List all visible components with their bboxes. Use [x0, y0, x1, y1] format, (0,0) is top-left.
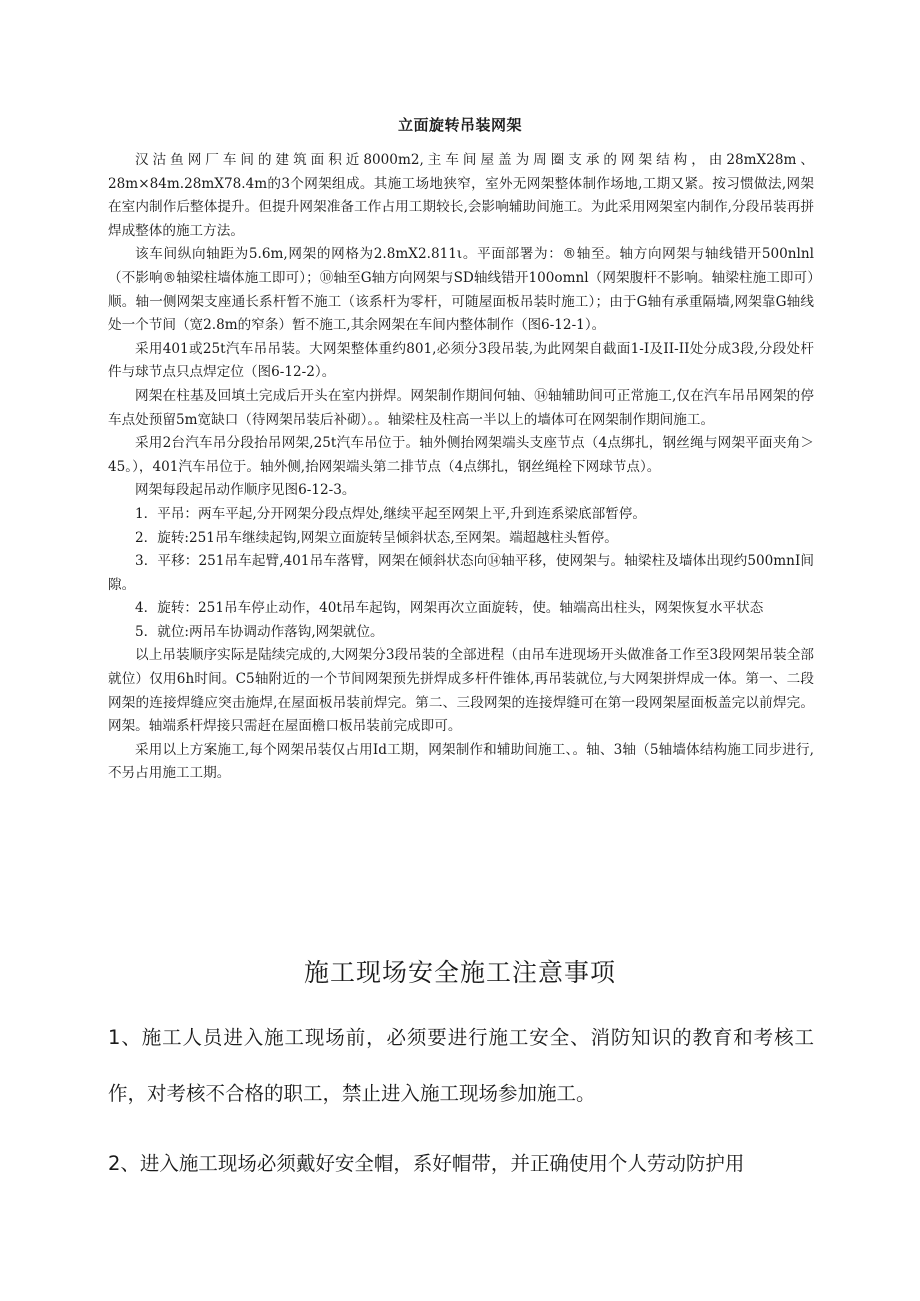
step-item: 3．平移：251吊车起臂,401吊车落臂，网架在倾斜状态向⑭轴平移，使网架与。轴梁柱及墙体出现约500mnI间隙。: [108, 553, 814, 593]
step-item: 5．就位:两吊车协调动作落钩,网架就位。: [135, 623, 384, 640]
paragraph: 以上吊装顺序实际是陆续完成的,大网架分3段吊装的全部进程（由吊车进现场开头做准备工作至3段网架吊装全部就位）仅用6h时间。C5轴附近的一个节间网架预先拼焊成多杆件锥体,再吊装就位,与大网架拼焊成一体。第一、二段网架的连接焊缝应突击施焊,在屋面板吊装前焊完。第二、三段网架的连接焊缝可在第一段网架屋面板盖完以前焊完。网架。轴端系杆焊接只需赶在屋面檐口板吊装前完成即可。: [108, 647, 814, 735]
safety-notes: [108, 1010, 814, 1206]
safety-item-number: 2: [108, 1152, 121, 1175]
paragraph: 采用2台汽车吊分段抬吊网架,25t汽车吊位于。轴外侧抬网架端头支座节点（4点绑扎，钢丝绳与网架平面夹角＞45。），401汽车吊位于。轴外侧,抬网架端头第二排节点（4点绑扎，钢丝绳栓下网球节点）。: [108, 435, 814, 475]
document-title: 立面旋转吊装网架: [397, 116, 522, 134]
safety-item: [108, 1010, 814, 1122]
paragraph: 汉沽鱼网厂车间的建筑面积近8000m2,主车间屋盖为周圈支承的网架结构，由28mX28m、28m×84m.28mX78.4m的3个网架组成。其施工场地狭窄，室外无网架整体制作场地,工期又紧。按习惯做法,网架在室内制作后整体提升。但提升网架准备工作占用工期较长,会影响辅助间施工。为此采用网架室内制作,分段吊装再拼焊成整体的施工方法。: [108, 152, 814, 239]
paragraph: 采用以上方案施工,每个网架吊装仅占用Id工期，网架制作和辅助间施工、。轴、3轴（5轴墙体结构施工同步进行,不另占用施工工期。: [108, 741, 814, 782]
safety-item: [108, 1136, 814, 1192]
paragraph: 采用401或25t汽车吊吊装。大网架整体重约801,必须分3段吊装,为此网架自截面1-I及II-II处分成3段,分段处杆件与球节点只点焊定位（图6-12-2）。: [108, 340, 814, 381]
safety-section-title: 施工现场安全施工注意事项: [303, 958, 616, 987]
article-body: [108, 149, 814, 786]
safety-item-text: 、施工人员进入施工现场前，必须要进行施工安全、消防知识的教育和考核工作，对考核不合格的职工，禁止进入施工现场参加施工。: [108, 1026, 814, 1105]
paragraph: 该车间纵向轴距为5.6m,网架的网格为2.8mX2.811ι。平面部署为：®轴至。轴方向网架与轴线错开500nlnl（不影响®轴梁柱墙体施工即可）；⑩轴至G轴方向网架与SD轴线错开100omnl（网架腹杆不影响。轴梁柱施工即可）顺。轴一侧网架支座通长系杆暂不施工（该系杆为零杆，可随屋面板吊装时施工）；由于G轴有承重隔墙,网架靠G轴线处一个节间（宽2.8m的窄条）暂不施工,其余网架在车间内整体制作（图6-12-1）。: [108, 246, 814, 334]
paragraph: 网架在柱基及回填土完成后开头在室内拼焊。网架制作期间何轴、⑭轴辅助间可正常施工,仅在汽车吊吊网架的停车点处预留5m宽缺口（待网架吊装后补砌）。。轴梁柱及柱高一半以上的墙体可在网架制作期间施工。: [108, 387, 814, 428]
step-item: 1．平吊：两车平起,分开网架分段点焊处,继续平起至网架上平,升到连系梁底部暂停。: [135, 505, 646, 522]
safety-item-text: 、进入施工现场必须戴好安全帽，系好帽带，并正确使用个人劳动防护用: [120, 1152, 745, 1175]
step-item: 2．旋转:251吊车继续起钩,网架立面旋转呈倾斜状态,至网架。端超越柱头暂停。: [135, 529, 618, 546]
step-item: 4．旋转：251吊车停止动作，40t吊车起钩，网架再次立面旋转，使。轴端高出柱头，网架恢复水平状态: [135, 600, 764, 617]
paragraph: 网架每段起吊动作顺序见图6-12-3。: [135, 482, 356, 499]
safety-item-number: 1: [108, 1026, 121, 1049]
